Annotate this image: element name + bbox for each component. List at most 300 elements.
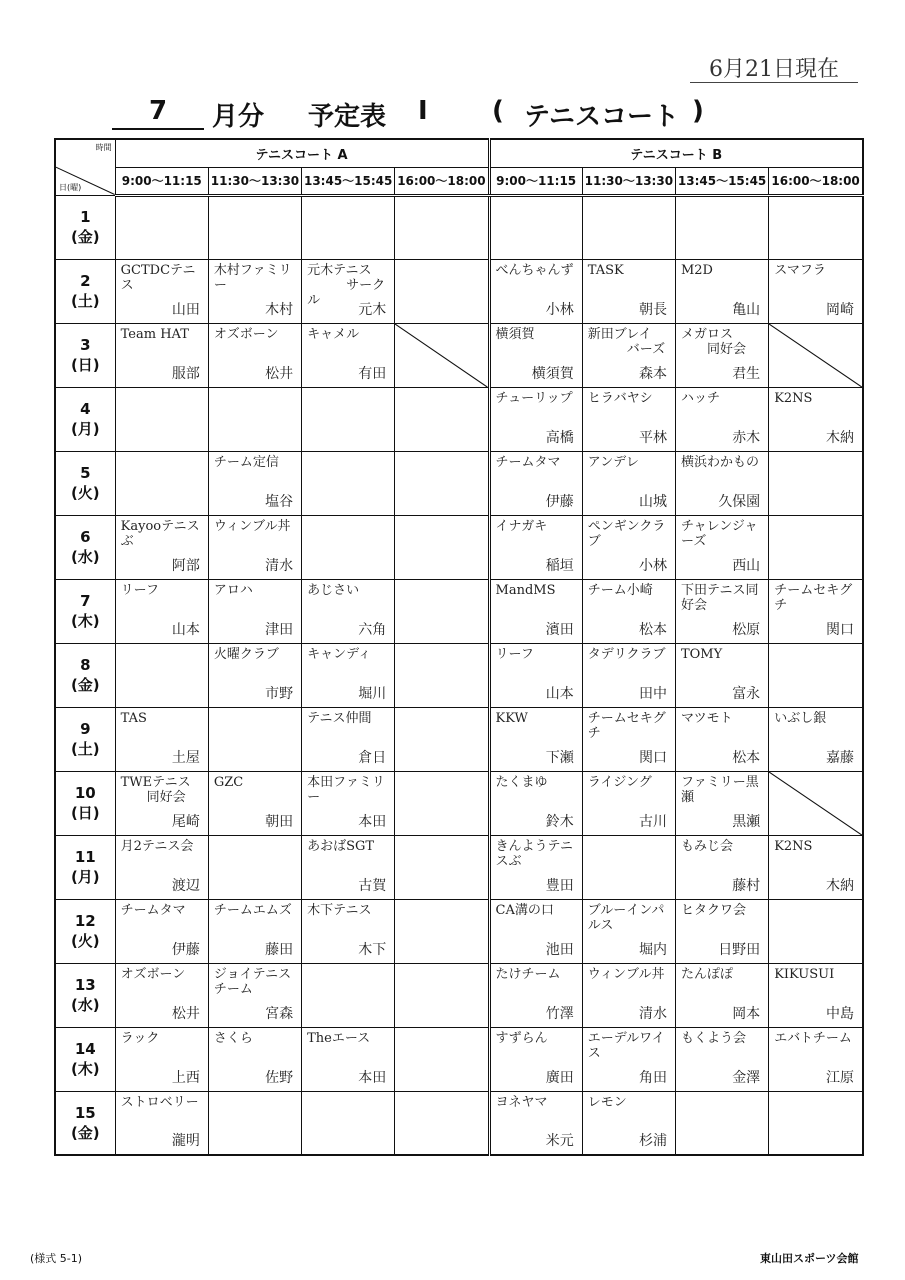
schedule-row: [55, 195, 863, 259]
reservation-cell: [115, 515, 208, 579]
team-name: マツモト: [680, 710, 733, 726]
team-name: GZC: [213, 774, 244, 790]
day-label: [55, 451, 115, 515]
time-slot-header: 13:45～15:45: [675, 167, 768, 195]
team-name: エバトチーム: [774, 1030, 852, 1046]
reservation-cell: [769, 643, 863, 707]
reservation-cell: [489, 835, 582, 899]
reservation-cell: [302, 835, 395, 899]
team-name: チームタマ: [120, 902, 186, 918]
reservation-cell: [489, 963, 582, 1027]
team-name: ヒタクワ会: [680, 902, 746, 918]
reservation-cell: [395, 579, 489, 643]
team-name: ラック: [120, 1030, 160, 1046]
representative-name: 塩谷: [265, 493, 294, 510]
team-name: リーフ: [495, 646, 534, 662]
representative-name: 木下: [358, 941, 387, 958]
reservation-cell: [208, 1091, 301, 1155]
representative-name: 本田: [358, 813, 387, 830]
representative-name: 竹澤: [545, 1005, 574, 1022]
reservation-cell: [208, 259, 301, 323]
reservation-cell: [489, 643, 582, 707]
corner-day-label: 日(曜): [59, 182, 82, 192]
reservation-cell: [395, 643, 489, 707]
reservation-cell: [582, 579, 675, 643]
representative-name: 渡辺: [171, 877, 200, 894]
reservation-cell: [395, 195, 489, 259]
reservation-cell: [582, 451, 675, 515]
representative-name: 中島: [826, 1005, 854, 1022]
team-name: リーフ: [120, 582, 159, 598]
team-name: CA溝の口: [495, 902, 554, 918]
team-name: チームタマ: [495, 454, 561, 470]
representative-name: 松井: [265, 365, 294, 382]
team-name: KIKUSUI: [774, 966, 835, 982]
page-title: [112, 96, 752, 136]
day-number: 14: [74, 1040, 96, 1058]
reservation-cell: [208, 387, 301, 451]
reservation-cell: [582, 515, 675, 579]
team-name: たけチーム: [495, 966, 561, 982]
reservation-cell: [395, 963, 489, 1027]
day-number: 11: [74, 848, 96, 866]
day-label: [55, 195, 115, 259]
representative-name: 藤村: [732, 877, 761, 894]
representative-name: 清水: [638, 1005, 667, 1022]
representative-name: 瀧明: [171, 1133, 200, 1149]
reservation-cell: [395, 1091, 489, 1155]
day-label: [55, 387, 115, 451]
schedule-row: [55, 451, 863, 515]
reservation-cell: [582, 899, 675, 963]
day-label: [55, 1027, 115, 1091]
weekday: (木): [70, 612, 100, 630]
weekday: (金): [70, 1123, 100, 1142]
reservation-cell: [115, 579, 208, 643]
weekday: (土): [70, 740, 100, 758]
team-name: 本田ファミリー: [307, 774, 385, 805]
day-number: 8: [80, 656, 91, 674]
representative-name: 木納: [826, 429, 854, 446]
reservation-cell: [395, 771, 489, 835]
team-name: Kayooテニスぶ: [120, 518, 200, 549]
reservation-cell: [675, 579, 768, 643]
reservation-cell: [582, 323, 675, 387]
team-name: ヒラバヤシ: [587, 390, 653, 406]
day-label: [55, 1091, 115, 1155]
reservation-cell: [208, 835, 301, 899]
weekday: (金): [70, 676, 100, 694]
reservation-cell: [769, 387, 863, 451]
day-label: [55, 707, 115, 771]
reservation-cell: [115, 835, 208, 899]
reservation-cell: [489, 387, 582, 451]
representative-name: 服部: [171, 365, 200, 382]
representative-name: 平林: [638, 429, 667, 446]
representative-name: 池田: [545, 941, 574, 958]
day-number: 3: [80, 336, 91, 354]
reservation-cell: [208, 515, 301, 579]
team-name: K2NS: [774, 838, 813, 854]
unavailable-slash: [395, 324, 487, 387]
reservation-cell: [582, 643, 675, 707]
team-name: オズボーン: [120, 966, 186, 982]
representative-name: 古川: [638, 813, 667, 830]
representative-name: 堀川: [358, 685, 387, 702]
time-slot-header: 11:30～13:30: [208, 167, 301, 195]
time-slot-header: 9:00～11:15: [115, 167, 208, 195]
team-name: ストロベリー: [120, 1094, 199, 1110]
day-label: [55, 323, 115, 387]
reservation-cell: [208, 963, 301, 1027]
representative-name: 君生: [732, 365, 761, 382]
representative-name: 有田: [358, 365, 387, 382]
weekday: (木): [70, 1060, 100, 1078]
representative-name: 山本: [171, 621, 200, 638]
representative-name: 市野: [265, 685, 294, 702]
reservation-cell: [489, 323, 582, 387]
representative-name: 尾崎: [171, 813, 200, 830]
representative-name: 江原: [826, 1069, 854, 1086]
team-name: オズボーン: [213, 326, 279, 342]
reservation-cell: [675, 835, 768, 899]
team-name: あじさい: [307, 582, 360, 598]
reservation-cell: [769, 451, 863, 515]
reservation-cell: [395, 899, 489, 963]
reservation-cell: [582, 195, 675, 259]
weekday: (水): [70, 996, 100, 1014]
reservation-cell: [675, 259, 768, 323]
representative-name: 小林: [638, 557, 667, 574]
team-name: Theエース: [307, 1030, 371, 1046]
schedule-row: [55, 323, 863, 387]
title-open-paren: (: [492, 96, 504, 126]
reservation-cell: [769, 259, 863, 323]
representative-name: 関口: [826, 621, 854, 638]
team-name: 横浜わかもの: [680, 454, 759, 470]
team-name: ウィンブル丼: [587, 966, 665, 982]
day-number: 10: [74, 784, 96, 802]
representative-name: 久保園: [718, 493, 761, 510]
schedule-row: [55, 643, 863, 707]
reservation-cell: [395, 323, 489, 387]
reservation-cell: [675, 1091, 768, 1155]
team-name: さくら: [213, 1030, 253, 1046]
reservation-cell: [115, 707, 208, 771]
representative-name: 西山: [732, 557, 761, 574]
representative-name: 上西: [171, 1069, 200, 1086]
reservation-cell: [302, 707, 395, 771]
representative-name: 阿部: [171, 557, 200, 574]
reservation-cell: [208, 195, 301, 259]
day-label: [55, 771, 115, 835]
corner-header: [55, 139, 115, 195]
team-name: テニス仲間: [307, 710, 372, 726]
team-name: すずらん: [495, 1030, 548, 1046]
team-name: ファミリー黒瀬: [680, 774, 759, 805]
team-name: チーム小崎: [587, 582, 653, 598]
team-name: TASK: [587, 262, 624, 278]
court-a-header: テニスコート A: [115, 139, 489, 167]
reservation-cell: [489, 771, 582, 835]
schedule-row: [55, 387, 863, 451]
representative-name: 堀内: [638, 941, 667, 958]
schedule-row: [55, 1027, 863, 1091]
representative-name: 岡本: [732, 1005, 761, 1022]
representative-name: 赤木: [732, 429, 761, 446]
day-number: 7: [80, 592, 91, 610]
representative-name: 木納: [826, 877, 854, 894]
representative-name: 横須賀: [531, 365, 574, 382]
team-name: チーム定信: [213, 454, 279, 470]
team-name: ヨネヤマ: [495, 1094, 548, 1110]
reservation-cell: [675, 451, 768, 515]
team-name: たくまゆ: [495, 774, 548, 790]
reservation-cell: [395, 835, 489, 899]
representative-name: 濱田: [545, 621, 574, 638]
representative-name: 古賀: [358, 877, 387, 894]
title-facility: テニスコート: [524, 102, 679, 132]
day-number: 15: [74, 1103, 96, 1122]
representative-name: 小林: [545, 301, 574, 318]
representative-name: 朝田: [265, 813, 294, 830]
representative-name: 岡崎: [826, 301, 854, 318]
team-name: 木村ファミリー: [213, 262, 292, 293]
reservation-cell: [769, 195, 863, 259]
team-name: 元木テニス サークル: [307, 262, 386, 308]
team-name: あおばSGT: [307, 838, 375, 854]
team-name: たんぽぽ: [680, 966, 733, 982]
team-name: タデリクラブ: [587, 646, 666, 662]
representative-name: 日野田: [718, 941, 761, 958]
time-slot-header: 16:00～18:00: [395, 167, 489, 195]
day-number: 9: [80, 720, 91, 738]
reservation-cell: [582, 835, 675, 899]
reservation-cell: [302, 899, 395, 963]
team-name: ライジング: [587, 774, 652, 790]
representative-name: 本田: [358, 1069, 387, 1086]
reservation-cell: [675, 515, 768, 579]
representative-name: 関口: [638, 749, 667, 766]
representative-name: 黒瀬: [732, 813, 761, 830]
team-name: MandMS: [495, 582, 556, 598]
court-b-header: テニスコート B: [489, 139, 863, 167]
reservation-cell: [115, 451, 208, 515]
representative-name: 嘉藤: [826, 749, 854, 766]
day-label: [55, 643, 115, 707]
schedule-row: [55, 1091, 863, 1155]
team-name: 月2テニス会: [120, 838, 194, 854]
reservation-cell: [675, 707, 768, 771]
time-slot-header: 16:00～18:00: [769, 167, 863, 195]
reservation-cell: [302, 1091, 395, 1155]
team-name: K2NS: [774, 390, 813, 406]
team-name: M2D: [680, 262, 713, 278]
reservation-cell: [769, 707, 863, 771]
representative-name: 田中: [638, 685, 667, 702]
reservation-cell: [302, 643, 395, 707]
reservation-cell: [675, 899, 768, 963]
team-name: チームセキグチ: [587, 710, 666, 741]
representative-name: 山城: [638, 493, 667, 510]
representative-name: 元木: [358, 301, 387, 318]
reservation-cell: [115, 387, 208, 451]
team-name: スマフラ: [774, 262, 826, 278]
reservation-cell: [208, 579, 301, 643]
time-slot-header: 11:30～13:30: [582, 167, 675, 195]
schedule-row: [55, 835, 863, 899]
team-name: チームエムズ: [213, 902, 292, 918]
unavailable-slash: [769, 772, 862, 835]
reservation-cell: [115, 195, 208, 259]
reservation-cell: [769, 515, 863, 579]
reservation-cell: [675, 195, 768, 259]
reservation-cell: [769, 771, 863, 835]
day-number: 2: [80, 272, 91, 290]
title-month-suffix: 月分: [212, 102, 265, 132]
reservation-cell: [302, 259, 395, 323]
representative-name: 佐野: [265, 1069, 294, 1086]
reservation-cell: [208, 771, 301, 835]
reservation-cell: [302, 451, 395, 515]
weekday: (火): [70, 932, 100, 950]
team-name: もみじ会: [680, 838, 733, 854]
day-number: 6: [80, 528, 91, 546]
day-label: [55, 899, 115, 963]
team-name: 新田ブレイ バーズ: [587, 326, 666, 357]
schedule-row: [55, 515, 863, 579]
representative-name: 稲垣: [545, 557, 574, 574]
representative-name: 下瀬: [545, 749, 574, 766]
team-name: エーデルワイス: [587, 1030, 665, 1061]
team-name: キャメル: [307, 326, 360, 342]
reservation-cell: [489, 1027, 582, 1091]
time-slot-header: 13:45～15:45: [302, 167, 395, 195]
team-name: ウィンブル丼: [213, 518, 291, 534]
reservation-cell: [302, 195, 395, 259]
team-name: 横須賀: [495, 326, 535, 342]
weekday: (日): [70, 356, 100, 374]
reservation-cell: [582, 771, 675, 835]
schedule-table: [54, 138, 864, 1156]
team-name: ハッチ: [680, 390, 720, 406]
team-name: イナガキ: [495, 518, 548, 534]
title-month: 7: [112, 96, 204, 130]
representative-name: 杉浦: [638, 1133, 667, 1149]
reservation-cell: [302, 323, 395, 387]
day-number: 4: [80, 400, 91, 418]
reservation-cell: [115, 963, 208, 1027]
team-name: 下田テニス同好会: [680, 582, 759, 613]
team-name: 火曜クラブ: [213, 646, 279, 662]
day-number: 12: [74, 912, 96, 930]
weekday: (水): [70, 548, 100, 566]
reservation-cell: [582, 1091, 675, 1155]
schedule-row: [55, 259, 863, 323]
reservation-cell: [489, 451, 582, 515]
weekday: (月): [70, 868, 100, 886]
team-name: メガロス 同好会: [680, 326, 746, 357]
reservation-cell: [675, 963, 768, 1027]
reservation-cell: [395, 451, 489, 515]
reservation-cell: [582, 259, 675, 323]
reservation-cell: [675, 1027, 768, 1091]
reservation-cell: [489, 1091, 582, 1155]
reservation-cell: [582, 963, 675, 1027]
representative-name: 富永: [732, 685, 761, 702]
representative-name: 松本: [638, 621, 667, 638]
reservation-cell: [115, 643, 208, 707]
form-number: (様式 5-1): [30, 1252, 83, 1265]
schedule-row: [55, 707, 863, 771]
representative-name: 松本: [732, 749, 761, 766]
reservation-cell: [489, 707, 582, 771]
team-name: きんようテニスぶ: [495, 838, 574, 869]
weekday: (金): [70, 228, 100, 246]
team-name: アロハ: [213, 582, 253, 598]
reservation-cell: [208, 707, 301, 771]
reservation-cell: [302, 515, 395, 579]
team-name: TWEテニス 同好会: [120, 774, 191, 805]
weekday: (火): [70, 484, 100, 502]
representative-name: 朝長: [638, 301, 667, 318]
reservation-cell: [769, 1091, 863, 1155]
day-number: 5: [80, 464, 91, 482]
team-name: チューリップ: [495, 390, 573, 406]
day-number: 13: [74, 976, 96, 994]
representative-name: 木村: [265, 301, 294, 318]
reservation-cell: [302, 579, 395, 643]
reservation-cell: [302, 771, 395, 835]
representative-name: 六角: [358, 621, 387, 638]
representative-name: 山田: [171, 301, 200, 318]
reservation-cell: [208, 323, 301, 387]
reservation-cell: [302, 387, 395, 451]
team-name: レモン: [587, 1094, 627, 1110]
day-label: [55, 835, 115, 899]
team-name: GCTDCテニス: [120, 262, 196, 293]
representative-name: 藤田: [265, 941, 294, 958]
representative-name: 松原: [732, 621, 761, 638]
team-name: TAS: [120, 710, 147, 726]
team-name: ジョイテニスチーム: [213, 966, 292, 997]
representative-name: 米元: [545, 1133, 574, 1149]
reservation-cell: [395, 515, 489, 579]
schedule-row: [55, 963, 863, 1027]
reservation-cell: [582, 387, 675, 451]
corner-time-label: 時間: [95, 143, 112, 152]
reservation-cell: [769, 579, 863, 643]
weekday: (土): [70, 292, 100, 310]
reservation-cell: [395, 259, 489, 323]
representative-name: 亀山: [732, 301, 761, 318]
team-name: いぶし銀: [774, 710, 827, 726]
representative-name: 松井: [171, 1005, 200, 1022]
representative-name: 伊藤: [545, 493, 574, 510]
reservation-cell: [208, 1027, 301, 1091]
team-name: TOMY: [680, 646, 723, 662]
representative-name: 森本: [638, 365, 667, 382]
reservation-cell: [582, 707, 675, 771]
reservation-cell: [115, 323, 208, 387]
representative-name: 角田: [638, 1069, 667, 1086]
representative-name: 高橋: [545, 429, 574, 446]
team-name: もくよう会: [680, 1030, 746, 1046]
representative-name: 宮森: [265, 1005, 294, 1022]
schedule-row: [55, 771, 863, 835]
day-label: [55, 259, 115, 323]
reservation-cell: [769, 899, 863, 963]
